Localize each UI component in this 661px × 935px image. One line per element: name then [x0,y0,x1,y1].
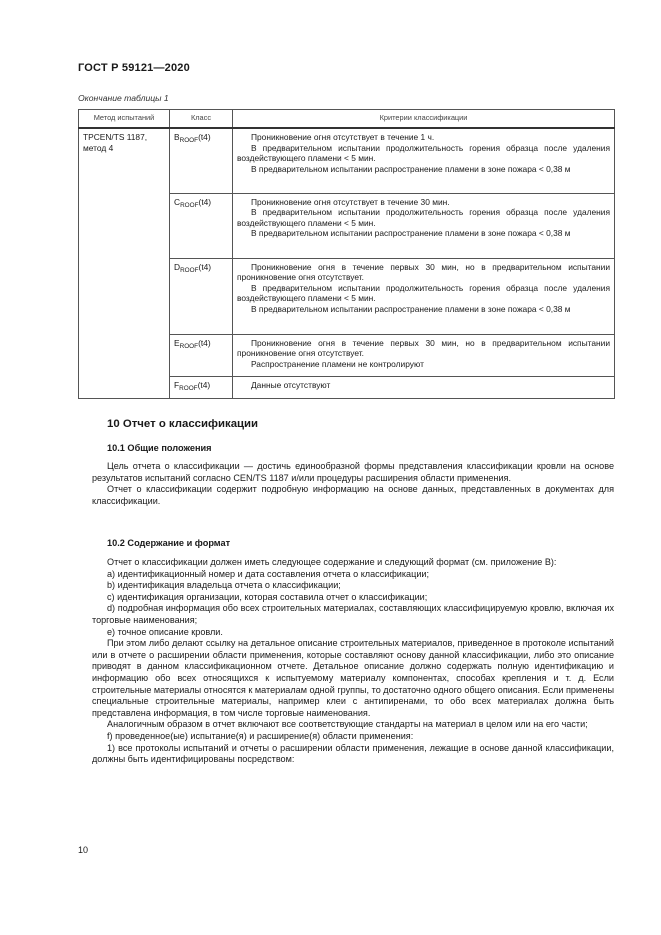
list-item: f) проведенное(ые) испытание(я) и расширение(я) области применения: [107,730,414,741]
class-cell: $B_{ROOF}(t4)$ [170,128,233,193]
class-cell: $F_{ROOF}(t4)$ [170,376,233,398]
list-item: b) идентификация владельца отчета о классификации; [107,580,341,591]
criteria-line: Данные отсутствуют [251,379,331,390]
subsection-title: 10.1 Общие положения [107,443,212,453]
table-header-row [79,110,615,129]
paragraph: Отчет о классификации содержит подробную информацию на основе данных, представленных в документах для классификации. [92,484,614,506]
criteria-line: В предварительном испытании продолжительность горения образца после удаления воздействующего пламени < 5 мин. [237,142,610,164]
list-item: 1) все протоколы испытаний и отчеты о расширении области применения, лежащие в основе данной классификации, должны быть идентифицированы посредством: [92,742,614,765]
criteria-line: Распространение пламени не контролируют [251,358,424,369]
method-cell [79,128,170,398]
table-caption: Окончание таблицы 1 [78,93,169,103]
document-header: ГОСТ Р 59121—2020 [78,62,190,74]
column-header-method: Метод испытаний [79,110,170,129]
column-header-class: Класс [170,110,233,129]
class-cell: $E_{ROOF}(t4)$ [170,334,233,376]
page-number: 10 [78,845,89,855]
criteria-line: В предварительном испытании распространение пламени в зоне пожара < 0,38 м [251,303,571,314]
paragraph: Отчет о классификации должен иметь следующее содержание и следующий формат (см. приложение В): [107,557,557,567]
criteria-line: В предварительном испытании продолжительность горения образца после удаления воздействующего пламени < 5 мин. [237,207,610,228]
column-header-criteria: Критерии классификации [233,110,615,129]
class-cell: $C_{ROOF}(t4)$ [170,193,233,258]
criteria-line: Проникновение огня в течение первых 30 мин, но в предварительном испытании проникновение огня отсутствует. [237,261,610,283]
section-10-1-body [92,461,614,507]
list-item: e) точное описание кровли. [107,626,223,637]
list-item: d) подробная информация обо всех строительных материалах, составляющих классифицируемую кровлю, включая их торговые наименования; [92,603,614,625]
list-item: c) идентификация организации, которая составила отчет о классификации; [107,591,428,602]
criteria-line: В предварительном испытании распространение пламени в зоне пожара < 0,38 м [251,163,571,174]
criteria-cell [233,128,615,193]
section-10-2-body [92,557,614,766]
criteria-cell [233,258,615,334]
table-row [79,128,615,193]
method-line: TPCEN/TS 1187, [83,132,148,142]
criteria-line: Проникновение огня отсутствует в течение 30 мин. [251,196,450,207]
class-cell: $D_{ROOF}(t4)$ [170,258,233,334]
section-title: 10 Отчет о классификации [107,418,259,430]
criteria-line: Проникновение огня отсутствует в течение 1 ч. [251,132,435,142]
criteria-line: В предварительном испытании распространение пламени в зоне пожара < 0,38 м [251,228,571,239]
criteria-line: В предварительном испытании продолжительность горения образца после удаления воздействующего пламени < 5 мин. [237,282,610,304]
paragraph: При этом либо делают ссылку на детальное описание строительных материалов, приведенное в протоколе испытаний или в отчете о расширении области применения, которые составляют основу данной классификации, либо это описание приводят в данном классификационном отчете. Детальное описание должно содержать полную идентификацию и информацию обо всех относящихся к испытуемому материалу компонентах, способах крепления и т. д. Если строительные материалы относятся к материалам одной группы, то достаточно одного общего описания. Если применены специальные строительные материалы, например клеи с антипиренами, то обо всех материалах должна быть представлена информация, в том числе торговые наименования. [92,638,614,718]
criteria-cell [233,334,615,376]
criteria-cell [233,193,615,258]
subsection-title: 10.2 Содержание и формат [107,538,231,548]
method-line: метод 4 [83,142,114,153]
criteria-cell [233,376,615,398]
criteria-line: Проникновение огня в течение первых 30 мин, но в предварительном испытании проникновение огня отсутствует. [237,337,610,359]
paragraph: Аналогичным образом в отчет включают все соответствующие стандарты на материал в целом или на его части; [107,719,588,730]
classification-table [78,109,615,399]
list-item: а) идентификационный номер и дата составления отчета о классификации; [107,568,430,579]
paragraph: Цель отчета о классификации — достичь единообразной формы представления классификации кровли на основе результатов испытаний согласно CEN/TS 1187 и/или процедуры расширения области применения. [92,461,614,483]
